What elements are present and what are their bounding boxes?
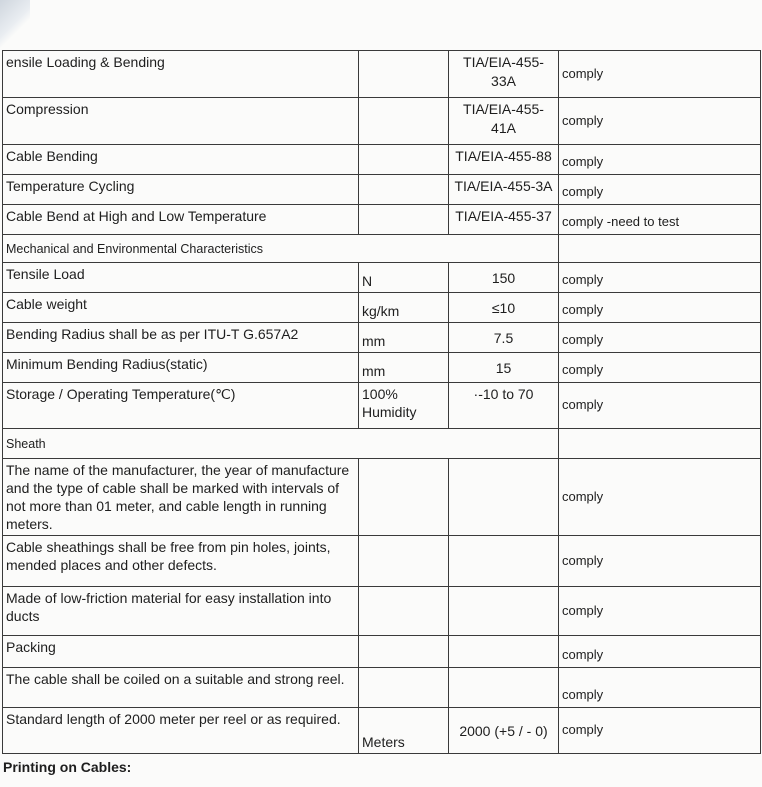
parameter-cell: The cable shall be coiled on a suitable and strong reel.: [3, 668, 359, 708]
standard-value-cell: [449, 668, 559, 708]
standard-value-cell: 7.5: [449, 323, 559, 353]
parameter-cell: Minimum Bending Radius(static): [3, 353, 359, 383]
unit-cell: [359, 51, 449, 98]
printing-on-cables-heading: Printing on Cables:: [3, 759, 132, 775]
standard-value-cell: [449, 459, 559, 536]
table-row: [3, 708, 761, 754]
table-row: [3, 323, 761, 353]
table-row: [3, 636, 761, 668]
compliance-cell: comply: [559, 293, 761, 323]
parameter-cell: Cable Bending: [3, 145, 359, 175]
table-row: [3, 98, 761, 145]
standard-value-cell: ≤10: [449, 293, 559, 323]
section-row: [3, 429, 761, 459]
compliance-cell: comply: [559, 98, 761, 145]
unit-cell: [359, 636, 449, 668]
table-row: [3, 668, 761, 708]
standard-value-cell: [449, 636, 559, 668]
table-row: [3, 205, 761, 235]
compliance-cell: comply: [559, 263, 761, 293]
compliance-cell: comply: [559, 383, 761, 429]
page-corner-fold: [0, 0, 30, 52]
table-row: [3, 51, 761, 98]
unit-cell: mm: [359, 353, 449, 383]
table-row: [3, 175, 761, 205]
unit-cell: Meters: [359, 708, 449, 754]
table-row: [3, 459, 761, 536]
standard-value-cell: ·-10 to 70: [449, 383, 559, 429]
standard-line-1: TIA/EIA-455-: [463, 101, 544, 117]
table-row: [3, 293, 761, 323]
standard-value-cell: [449, 536, 559, 587]
parameter-cell: Made of low-friction material for easy installation into ducts: [3, 587, 359, 636]
table-row: [3, 383, 761, 429]
compliance-cell: comply: [559, 459, 761, 536]
parameter-cell: The name of the manufacturer, the year of manufacture and the type of cable shall be marked with intervals of not more than 01 meter, and cable length in running meters.: [3, 459, 359, 536]
unit-cell: kg/km: [359, 293, 449, 323]
parameter-cell: Cable Bend at High and Low Temperature: [3, 205, 359, 235]
standard-line-2: 41A: [491, 120, 516, 136]
parameter-cell: Tensile Load: [3, 263, 359, 293]
standard-value-cell: 15: [449, 353, 559, 383]
parameter-cell: Storage / Operating Temperature(℃): [3, 383, 359, 429]
compliance-cell: comply: [559, 323, 761, 353]
unit-cell: [359, 175, 449, 205]
compliance-cell: comply: [559, 145, 761, 175]
unit-cell: mm: [359, 323, 449, 353]
status-cell: [559, 429, 761, 459]
section-label: Mechanical and Environmental Characteristics: [3, 235, 559, 263]
compliance-cell: comply: [559, 175, 761, 205]
compliance-cell: comply: [559, 708, 761, 754]
standard-value-cell: 150: [449, 263, 559, 293]
parameter-cell: ensile Loading & Bending: [3, 51, 359, 98]
table-row: [3, 145, 761, 175]
unit-cell: 100% Humidity: [359, 383, 449, 429]
compliance-cell: comply: [559, 536, 761, 587]
parameter-cell: Packing: [3, 636, 359, 668]
unit-cell: [359, 668, 449, 708]
compliance-cell: comply: [559, 668, 761, 708]
parameter-cell: Temperature Cycling: [3, 175, 359, 205]
standard-line-1: TIA/EIA-455-: [463, 54, 544, 70]
parameter-cell: Compression: [3, 98, 359, 145]
standard-value-cell: 2000 (+5 / - 0): [449, 708, 559, 754]
parameter-cell: Standard length of 2000 meter per reel or as required.: [3, 708, 359, 754]
standard-value-cell: TIA/EIA-455-37: [449, 205, 559, 235]
unit-cell: [359, 459, 449, 536]
table-row: [3, 587, 761, 636]
compliance-cell: comply: [559, 51, 761, 98]
unit-cell: [359, 145, 449, 175]
compliance-cell: comply -need to test: [559, 205, 761, 235]
unit-cell: N: [359, 263, 449, 293]
standard-value-cell: [449, 587, 559, 636]
standard-value-cell: TIA/EIA-455-88: [449, 145, 559, 175]
unit-cell: [359, 98, 449, 145]
spec-table: [2, 50, 761, 754]
standard-value-cell: [449, 98, 559, 145]
compliance-cell: comply: [559, 353, 761, 383]
parameter-cell: Cable weight: [3, 293, 359, 323]
unit-cell: [359, 587, 449, 636]
standard-line-2: 33A: [491, 73, 516, 89]
parameter-cell: Bending Radius shall be as per ITU-T G.657A2: [3, 323, 359, 353]
section-row: [3, 235, 761, 263]
table-row: [3, 353, 761, 383]
unit-cell: [359, 536, 449, 587]
section-label: Sheath: [3, 429, 559, 459]
status-cell: [559, 235, 761, 263]
table-row: [3, 263, 761, 293]
compliance-cell: comply: [559, 587, 761, 636]
parameter-cell: Cable sheathings shall be free from pin holes, joints, mended places and other defects.: [3, 536, 359, 587]
table-row: [3, 536, 761, 587]
standard-value-cell: TIA/EIA-455-3A: [449, 175, 559, 205]
standard-value-cell: [449, 51, 559, 98]
unit-cell: [359, 205, 449, 235]
compliance-cell: comply: [559, 636, 761, 668]
